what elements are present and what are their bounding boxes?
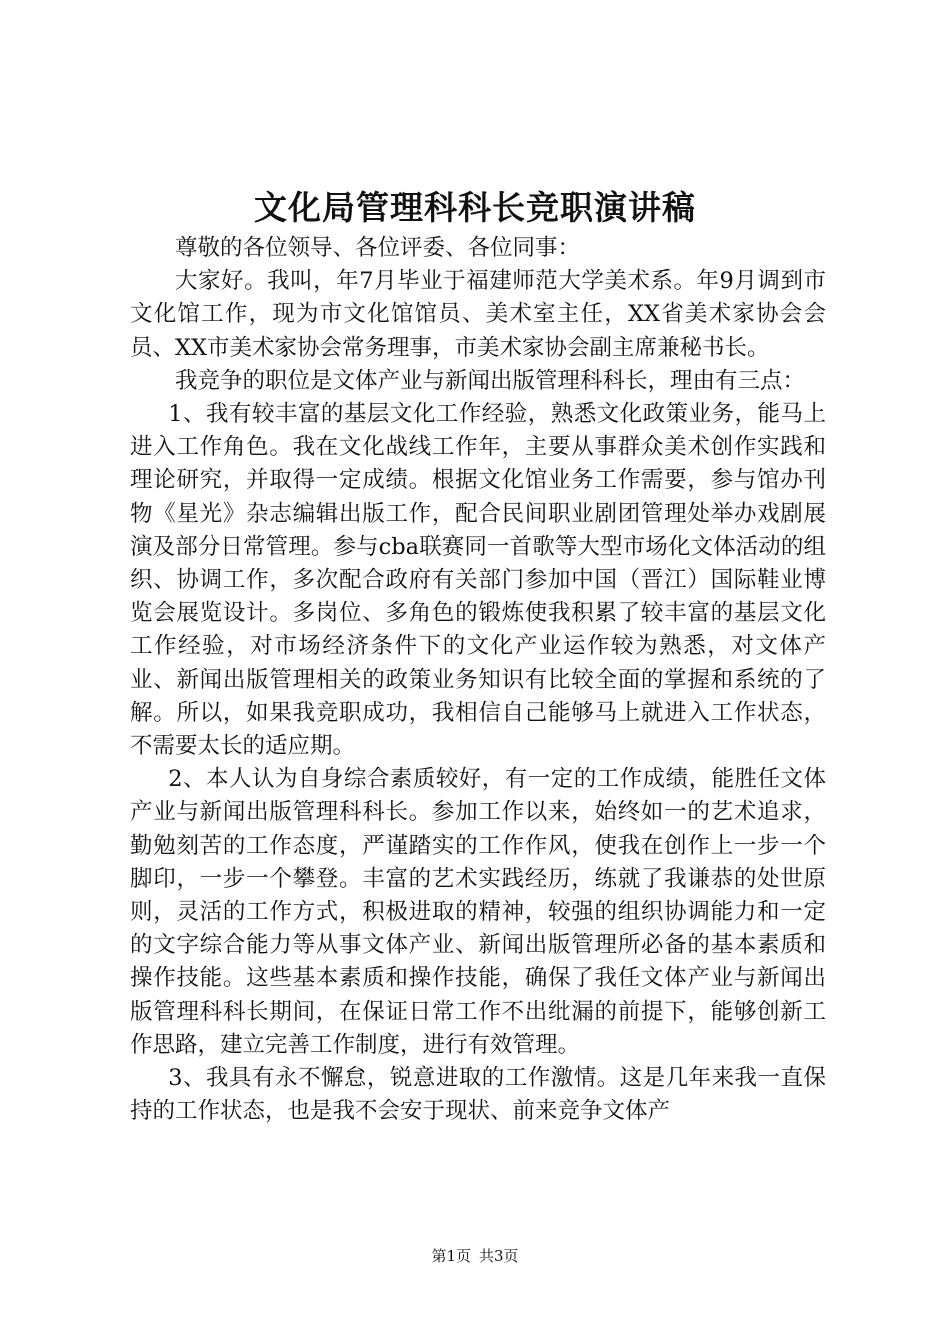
reason-two-paragraph: 2、本人认为自身综合素质较好，有一定的工作成绩，能胜任文体产业与新闻出版管理科科长。参加工作以来，始终如一的艺术追求，勤勉刻苦的工作态度，严谨踏实的工作作风，使我在创作上一步一个脚印，一步一个攀登。丰富的艺术实践经历，练就了我谦恭的处世原则，灵活的工作方式，积极进取的精神，较强的组织协调能力和一定的文字综合能力等从事文体产业、新闻出版管理所必备的基本素质和操作技能。这些基本素质和操作技能，确保了我任文体产业与新闻出版管理科科长期间，在保证日常工作不出纰漏的前提下，能够创新工作思路，建立完善工作制度，进行有效管理。 [130, 766, 826, 1058]
document-title: 文化局管理科科长竞职演讲稿 [254, 188, 696, 227]
document-body [130, 232, 826, 1128]
page-number: 第1页 [431, 1247, 471, 1265]
salutation-paragraph: 尊敬的各位领导、各位评委、各位同事： [175, 235, 581, 261]
page-total: 共3页 [479, 1247, 519, 1265]
position-paragraph: 我竞争的职位是文体产业与新闻出版管理科科长，理由有三点： [175, 367, 806, 394]
introduction-paragraph: 大家好。我叫，年7月毕业于福建师范大学美术系。年9月调到市文化馆工作，现为市文化馆馆员、美术室主任，XX省美术家协会会员、XX市美术家协会常务理事，市美术家协会副主席兼秘书长。 [130, 268, 826, 361]
reason-three-paragraph: 3、我具有永不懈怠，锐意进取的工作激情。这是几年来我一直保持的工作状态，也是我不会安于现状、前来竞争文体产 [130, 1065, 826, 1125]
page-footer [0, 1246, 950, 1266]
reason-one-paragraph: 1、我有较丰富的基层文化工作经验，熟悉文化政策业务，能马上进入工作角色。我在文化战线工作年，主要从事群众美术创作实践和理论研究，并取得一定成绩。根据文化馆业务工作需要，参与馆办刊物《星光》杂志编辑出版工作，配合民间职业剧团管理处举办戏剧展演及部分日常管理。参与cba联赛同一首歌等大型市场化文体活动的组织、协调工作，多次配合政府有关部门参加中国（晋江）国际鞋业博览会展览设计。多岗位、多角色的锻炼使我积累了较丰富的基层文化工作经验，对市场经济条件下的文化产业运作较为熟悉，对文体产业、新闻出版管理相关的政策业务知识有比较全面的掌握和系统的了解。所以，如果我竞职成功，我相信自己能够马上就进入工作状态，不需要太长的适应期。 [130, 401, 826, 760]
